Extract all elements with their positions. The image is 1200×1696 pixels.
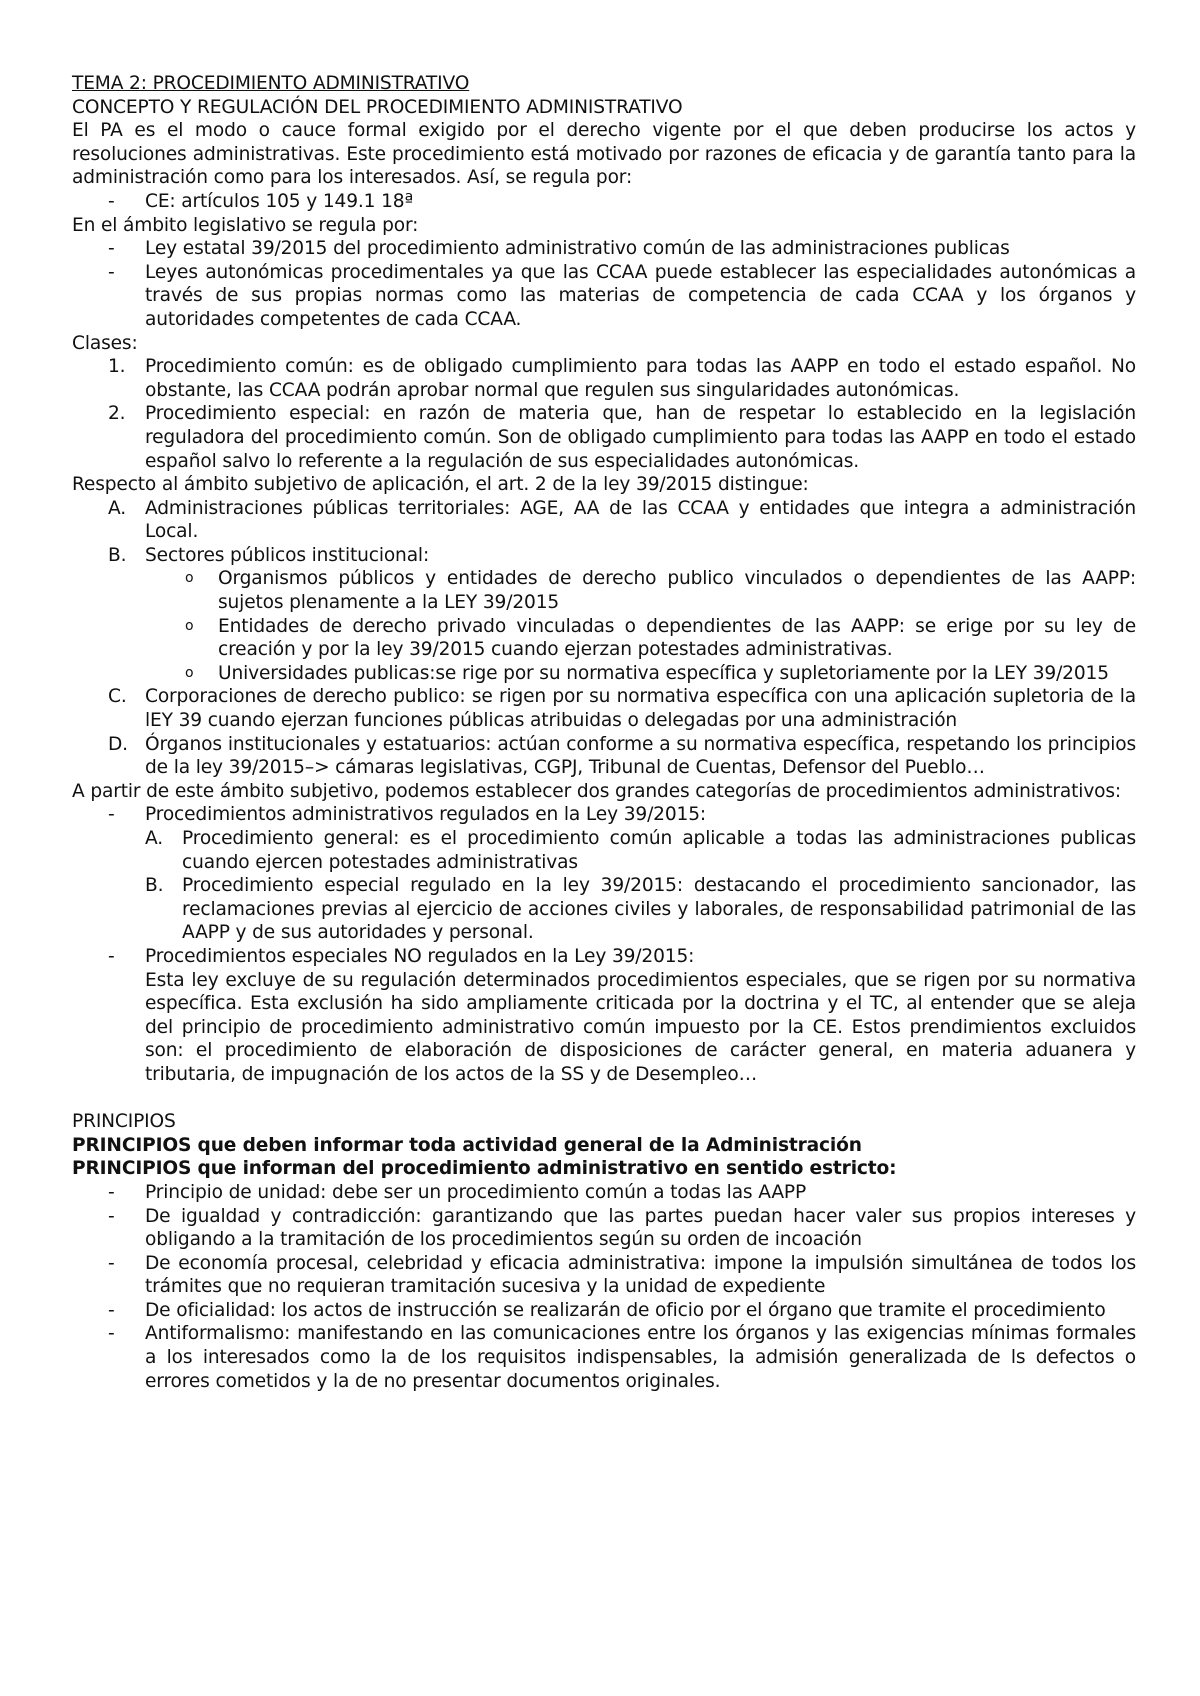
list-item-text: Sectores públicos institucional: xyxy=(145,544,430,566)
dash-marker: - xyxy=(108,1181,115,1203)
list-item-subjetivo-c xyxy=(72,685,1136,732)
circle-bullet-icon: o xyxy=(185,617,194,634)
circle-bullet-icon: o xyxy=(185,664,194,681)
list-item-cat1 xyxy=(72,803,1136,827)
list-item-text: Órganos institucionales y estatuarios: actúan conforme a su normativa específica, respetando los principios de la ley 39/2015–> cámaras legislativas, CGPJ, Tribunal de Cuentas, Defensor del Pueblo… xyxy=(145,733,1136,779)
letter-marker: B. xyxy=(108,544,127,566)
document-title: TEMA 2: PROCEDIMIENTO ADMINISTRATIVO xyxy=(72,73,470,94)
dash-marker: - xyxy=(108,945,115,967)
list-item-subjetivo-a xyxy=(72,497,1136,544)
clases-label: Clases: xyxy=(72,332,138,354)
dash-marker: - xyxy=(108,1323,115,1345)
list-item-subjetivo-b xyxy=(72,544,1136,568)
principios-bold-heading-1: PRINCIPIOS que deben informar toda actividad general de la Administración xyxy=(72,1134,862,1156)
letter-marker: D. xyxy=(108,733,128,755)
sublist-item-entidades xyxy=(72,615,1136,662)
legislativo-intro: En el ámbito legislativo se regula por: xyxy=(72,214,419,236)
list-item-text: Procedimientos administrativos regulados en la Ley 39/2015: xyxy=(145,804,707,826)
list-item-text: Procedimiento especial: en razón de materia que, han de respetar lo establecido en la legislación reguladora del procedimiento común. Son de obligado cumplimiento para todas las AAPP en todo el estado español salvo lo referente a la regulación de sus especialidades autonómicas. xyxy=(145,403,1136,472)
number-marker: 1. xyxy=(108,356,126,378)
categorias-intro: A partir de este ámbito subjetivo, podemos establecer dos grandes categorías de procedimientos administrativos: xyxy=(72,780,1122,802)
principio-item-economia xyxy=(72,1252,1136,1299)
number-marker: 2. xyxy=(108,403,126,425)
sublist-item-cat1-a xyxy=(72,827,1136,874)
dash-marker: - xyxy=(108,238,115,260)
list-item-text: Administraciones públicas territoriales: AGE, AA de las CCAA y entidades que integra a administración Local. xyxy=(145,497,1136,543)
list-item-text: Organismos públicos y entidades de derecho publico vinculados o dependientes de las AAPP: sujetos plenamente a la LEY 39/2015 xyxy=(218,568,1136,614)
list-item-text: Ley estatal 39/2015 del procedimiento administrativo común de las administraciones publicas xyxy=(145,238,1010,260)
principio-item-oficialidad xyxy=(72,1299,1136,1323)
list-item-text: Entidades de derecho privado vinculadas o dependientes de las AAPP: se erige por su ley de creación y por la ley 39/2015 cuando ejerzan potestades administrativas. xyxy=(218,615,1136,661)
blank-line xyxy=(72,1087,1136,1111)
dash-marker: - xyxy=(108,190,115,212)
circle-bullet-icon: o xyxy=(185,570,194,587)
list-item-text: Principio de unidad: debe ser un procedimiento común a todas las AAPP xyxy=(145,1181,807,1203)
sublist-item-cat1-b xyxy=(72,874,1136,945)
list-item-text: Procedimientos especiales NO regulados en la Ley 39/2015: xyxy=(145,945,695,967)
letter-marker: B. xyxy=(145,875,164,897)
list-item-text: Procedimiento común: es de obligado cumplimiento para todas las AAPP en todo el estado español. No obstante, las CCAA podrán aprobar normal que regulen sus singularidades autonómicas. xyxy=(145,356,1136,401)
dash-marker: - xyxy=(108,1252,115,1274)
list-item-text: Universidades publicas:se rige por su normativa específica y supletoriamente por la LEY 39/2015 xyxy=(218,662,1109,684)
list-item-text: De igualdad y contradicción: garantizando que las partes puedan hacer valer sus propios intereses y obligando a la tramitación de los procedimientos según su orden de incoación xyxy=(145,1205,1136,1251)
dash-marker: - xyxy=(108,261,115,283)
list-item-ley-estatal xyxy=(72,237,1136,261)
list-item-subjetivo-d xyxy=(72,733,1136,780)
list-item-ce xyxy=(72,190,1136,214)
sublist-item-organismos xyxy=(72,567,1136,614)
list-item-text: CE: artículos 105 y 149.1 18ª xyxy=(145,190,414,212)
list-item-text: Procedimiento general: es el procedimiento común aplicable a todas las administraciones publicas cuando ejercen potestades administrativas xyxy=(182,828,1136,873)
principio-item-igualdad xyxy=(72,1205,1136,1252)
list-item-text: De economía procesal, celebridad y eficacia administrativa: impone la impulsión simultánea de todos los trámites que no requieran tramitación sucesiva y la unidad de expediente xyxy=(145,1252,1136,1298)
list-item-text: Corporaciones de derecho publico: se rigen por su normativa específica con una aplicación supletoria de la lEY 39 cuando ejerzan funciones públicas atribuidas o delegadas por una administración xyxy=(145,686,1136,732)
dash-marker: - xyxy=(108,804,115,826)
principio-item-antiformalismo xyxy=(72,1322,1136,1393)
list-item-clase-2 xyxy=(72,402,1136,473)
list-item-text: Antiformalismo: manifestando en las comunicaciones entre los órganos y las exigencias mínimas formales a los interesados como la de los requisitos indispensables, la admisión generalizada de ls defectos o errores cometidos y la de no presentar documentos originales. xyxy=(145,1323,1136,1392)
letter-marker: A. xyxy=(145,828,164,849)
letter-marker: A. xyxy=(108,497,127,519)
principio-item-unidad xyxy=(72,1181,1136,1205)
subjetivo-intro: Respecto al ámbito subjetivo de aplicación, el art. 2 de la ley 39/2015 distingue: xyxy=(72,474,809,496)
cat2-paragraph xyxy=(72,969,1136,1087)
list-item-text: Procedimiento especial regulado en la ley 39/2015: destacando el procedimiento sancionador, las reclamaciones previas al ejercicio de acciones civiles y laborales, de responsabilidad patrimonial de las AAPP y de sus autoridades y personal. xyxy=(182,875,1136,944)
list-item-text: Leyes autonómicas procedimentales ya que las CCAA puede establecer las especialidades autonómicas a través de sus propias normas como las materias de competencia de cada CCAA y los órganos y autoridades competentes de cada CCAA. xyxy=(145,261,1136,330)
list-item-clase-1 xyxy=(72,355,1136,402)
sublist-item-universidades xyxy=(72,662,1136,686)
list-item-cat2 xyxy=(72,945,1136,969)
list-item-leyes-autonomicas xyxy=(72,261,1136,332)
dash-marker: - xyxy=(108,1205,115,1227)
section-heading-concepto: CONCEPTO Y REGULACIÓN DEL PROCEDIMIENTO ADMINISTRATIVO xyxy=(72,96,683,118)
dash-marker: - xyxy=(108,1299,115,1321)
principios-bold-heading-2: PRINCIPIOS que informan del procedimiento administrativo en sentido estricto: xyxy=(72,1158,897,1180)
intro-paragraph: El PA es el modo o cauce formal exigido por el derecho vigente por el que deben producirse los actos y resoluciones administrativas. Este procedimiento está motivado por razones de eficacia y de garantía tanto para la administración como para los interesados. Así, se regula por: xyxy=(72,120,1136,189)
list-item-text: Esta ley excluye de su regulación determinados procedimientos especiales, que se rigen por su normativa específica. Esta exclusión ha sido ampliamente criticada por la doctrina y el TC, al entender que se aleja del principio de procedimiento administrativo común impuesto por la CE. Estos prendimientos excluidos son: el procedimiento de elaboración de disposiciones de carácter general, en materia aduanera y tributaria, de impugnación de los actos de la SS y de Desempleo… xyxy=(145,969,1136,1085)
letter-marker: C. xyxy=(108,686,127,708)
list-item-text: De oficialidad: los actos de instrucción se realizarán de oficio por el órgano que tramite el procedimiento xyxy=(145,1299,1106,1321)
section-heading-principios: PRINCIPIOS xyxy=(72,1111,176,1133)
